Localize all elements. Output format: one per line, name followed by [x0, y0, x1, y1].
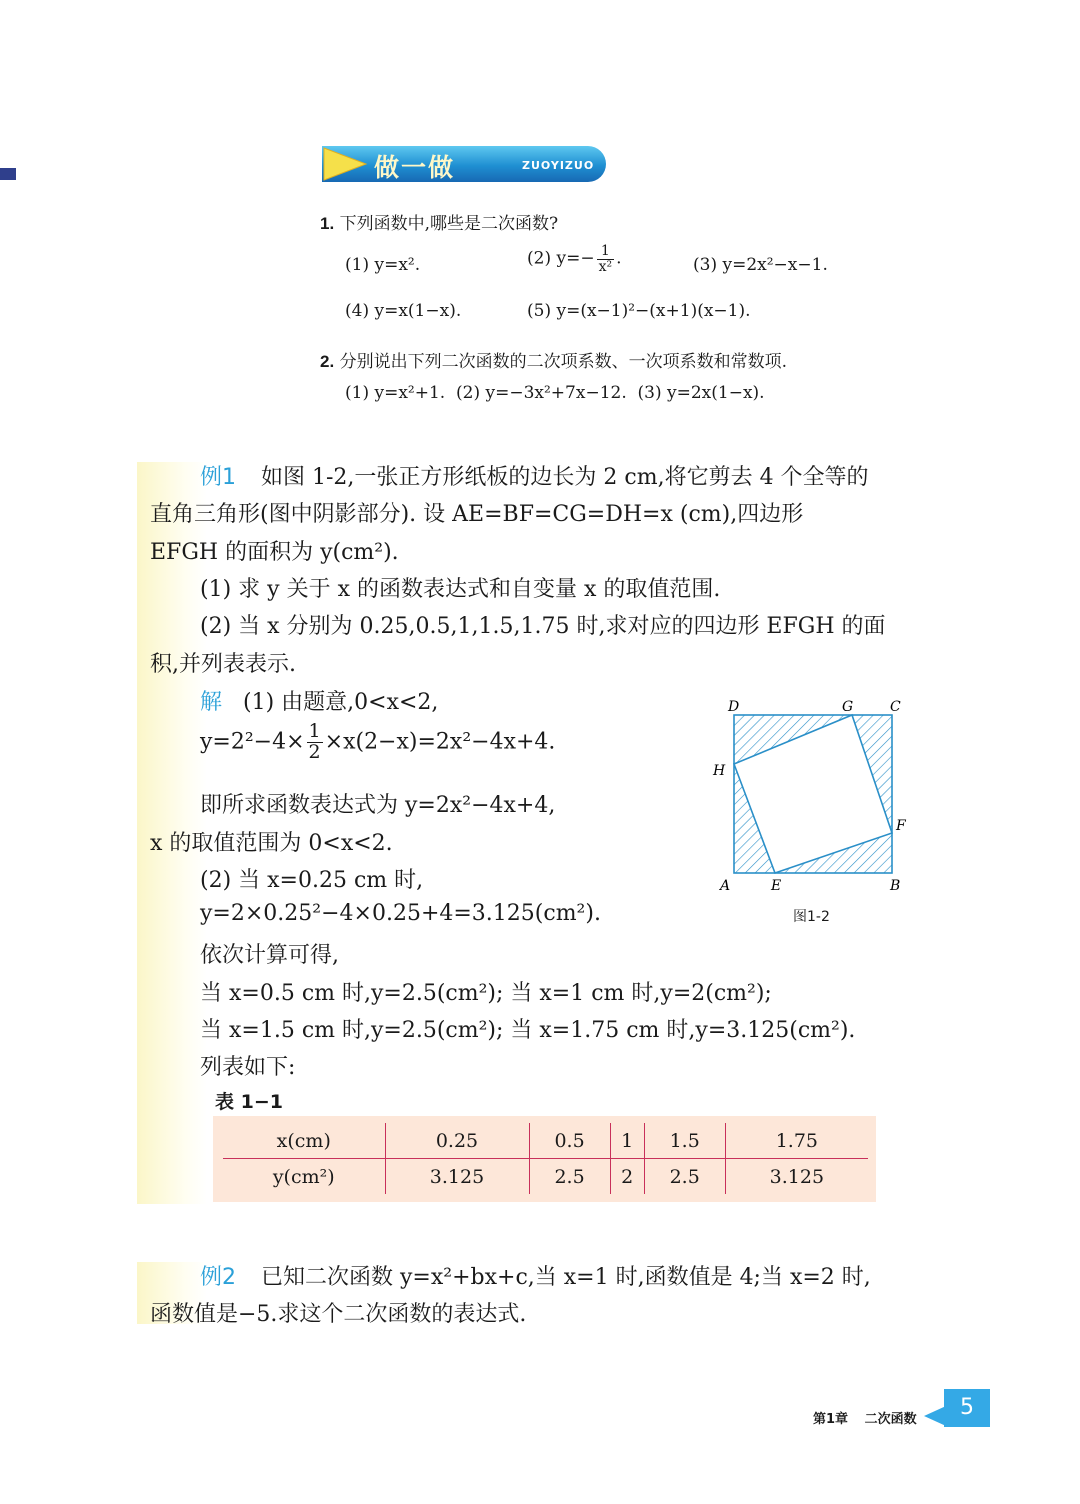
table-header-x: x(cm): [223, 1123, 385, 1159]
example-1-line-6: 积,并列表表示.: [150, 652, 296, 677]
table-row: [223, 1123, 868, 1159]
label-a: A: [720, 878, 731, 894]
exercise-1-option-1: (1) y=x².: [345, 255, 421, 275]
table-cell: 0.5: [529, 1123, 610, 1159]
exercise-2-text: 分别说出下列二次函数的二次项系数、一次项系数和常数项.: [339, 352, 787, 372]
table-cell: 2: [610, 1159, 644, 1195]
table-background: [213, 1116, 876, 1202]
banner-title: 做一做: [374, 153, 456, 182]
page-number: 5: [944, 1389, 990, 1427]
solution-2-prefix: y=2²−4×: [200, 729, 305, 755]
value-table: [223, 1123, 868, 1194]
table-title: 表 1−1: [215, 1091, 283, 1113]
solution-line-3: 即所求函数表达式为 y=2x²−4x+4,: [200, 793, 556, 818]
label-c: C: [890, 699, 901, 715]
solution-line-10: 列表如下:: [200, 1055, 296, 1080]
table-cell: 0.25: [385, 1123, 529, 1159]
table-cell: 2.5: [529, 1159, 610, 1195]
solution-line-6: y=2×0.25²−4×0.25+4=3.125(cm²).: [200, 901, 601, 926]
exercise-2-question: [320, 347, 787, 372]
example-1-line-5: (2) 当 x 分别为 0.25,0.5,1,1.5,1.75 时,求对应的四边形 EFGH 的面: [200, 614, 886, 639]
option-2-prefix: (2) y=−: [527, 248, 595, 269]
table-cell: 1: [610, 1123, 644, 1159]
example-2-line-2: 函数值是−5.求这个二次函数的表达式.: [150, 1302, 527, 1327]
exercise-1-option-4: (4) y=x(1−x).: [345, 301, 462, 321]
table-cell: 1.5: [644, 1123, 725, 1159]
solution-line-2: [200, 722, 555, 763]
fraction-denominator: 2: [308, 740, 321, 763]
option-2-fraction: [597, 244, 615, 274]
example-1-text-1: 如图 1-2,一张正方形纸板的边长为 2 cm,将它剪去 4 个全等的: [261, 465, 869, 490]
solution-line-8: 当 x=0.5 cm 时,y=2.5(cm²); 当 x=1 cm 时,y=2(cm²);: [200, 981, 772, 1006]
exercise-2-items: (1) y=x²+1. (2) y=−3x²+7x−12. (3) y=2x(1−x).: [345, 383, 765, 403]
section-banner: [322, 146, 606, 182]
exercise-1-question: [320, 209, 558, 234]
solution-2-fraction: [307, 722, 323, 763]
label-f: F: [896, 818, 906, 834]
table-cell: 3.125: [385, 1159, 529, 1195]
option-2-suffix: .: [616, 248, 622, 269]
exercise-1-number: 1.: [320, 214, 335, 233]
table-cell: 2.5: [644, 1159, 725, 1195]
chapter-title: 二次函数: [864, 1412, 917, 1427]
margin-marker: [0, 168, 16, 180]
example-2-text-1: 已知二次函数 y=x²+bx+c,当 x=1 时,函数值是 4;当 x=2 时,: [261, 1265, 871, 1290]
example-1-line-4: (1) 求 y 关于 x 的函数表达式和自变量 x 的取值范围.: [200, 577, 721, 602]
banner-subtitle: ZUOYIZUO: [522, 159, 595, 172]
solution-line-7: 依次计算可得,: [200, 943, 339, 968]
figure-caption: 图1-2: [793, 909, 830, 925]
label-d: D: [728, 699, 740, 715]
solution-label: 解: [200, 690, 223, 715]
solution-line-1: [200, 685, 438, 716]
figure-square-diagram: [700, 690, 930, 900]
example-1-line-2: 直角三角形(图中阴影部分). 设 AE=BF=CG=DH=x (cm),四边形: [150, 502, 804, 527]
page-tab-pointer: [924, 1406, 946, 1426]
label-h: H: [713, 763, 726, 779]
chapter-number: 第1章: [813, 1412, 849, 1427]
fraction-numerator: 1: [308, 720, 321, 742]
example-1-line-3: EFGH 的面积为 y(cm²).: [150, 540, 399, 565]
example-1-line-1: [200, 460, 869, 491]
example-2-line-1: [200, 1260, 871, 1291]
exercise-1-option-5: (5) y=(x−1)²−(x+1)(x−1).: [527, 301, 751, 321]
solution-2-suffix: ×x(2−x)=2x²−4x+4.: [324, 729, 556, 755]
fraction-numerator: 1: [597, 244, 615, 260]
footer-chapter: [813, 1408, 917, 1427]
table-header-y: y(cm²): [223, 1159, 385, 1195]
exercise-2-number: 2.: [320, 352, 335, 371]
solution-line-4: x 的取值范围为 0<x<2.: [150, 831, 393, 856]
solution-text-1: (1) 由题意,0<x<2,: [243, 690, 439, 715]
solution-line-9: 当 x=1.5 cm 时,y=2.5(cm²); 当 x=1.75 cm 时,y=3.125(cm²).: [200, 1018, 856, 1043]
solution-line-5: (2) 当 x=0.25 cm 时,: [200, 868, 424, 893]
exercise-1-option-2: [527, 244, 622, 274]
example-1-label: 例1: [200, 465, 236, 490]
play-arrow-icon: [322, 146, 368, 182]
fraction-denominator: x²: [598, 258, 613, 275]
label-e: E: [771, 878, 782, 894]
exercise-1-option-3: (3) y=2x²−x−1.: [693, 255, 828, 275]
example-2-label: 例2: [200, 1265, 236, 1290]
table-cell: 3.125: [725, 1159, 868, 1195]
label-g: G: [842, 699, 854, 715]
table-row: [223, 1159, 868, 1195]
table-cell: 1.75: [725, 1123, 868, 1159]
exercise-1-text: 下列函数中,哪些是二次函数?: [339, 214, 559, 234]
label-b: B: [890, 878, 901, 894]
